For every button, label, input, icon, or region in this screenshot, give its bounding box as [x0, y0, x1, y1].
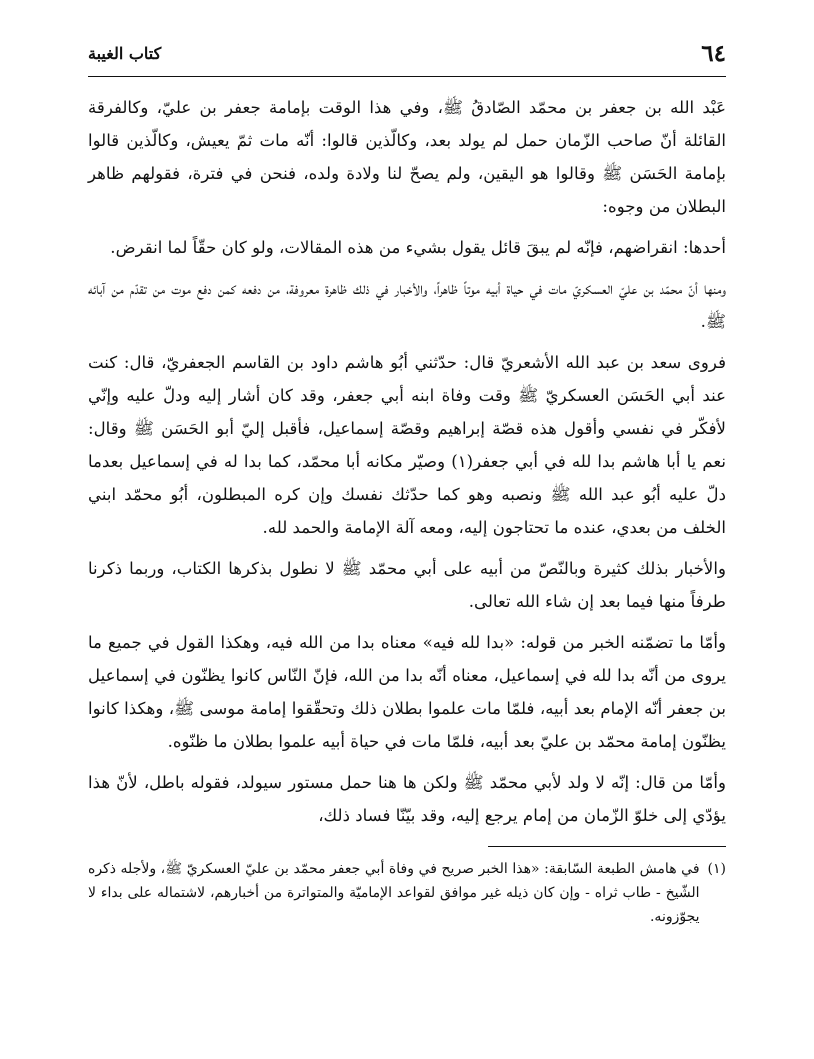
paragraph: والأخبار بذلك كثيرة وبالنّصّ من أبيه على أبي محمّد ﷺ لا نطول بذكرها الكتاب، وربما ذكرنا طرفاً منها فيما بعد إن شاء الله تعالى. — [88, 559, 726, 611]
footnote-divider — [488, 846, 726, 847]
paragraph: وأمّا من قال: إنّه لا ولد لأبي محمّد ﷺ ولكن ها هنا حمل مستور سيولد، فقوله باطل، لأنّ هذا يؤدّي إلى خلوّ الزّمان من إمام يرجع إليه، وقد بيّنّا فساد ذلك، — [88, 773, 726, 825]
page-header — [88, 30, 726, 77]
page-body — [88, 91, 726, 832]
running-title: كتاب الغيبة — [88, 43, 162, 63]
page-number: ٦٤ — [701, 39, 726, 67]
book-page — [88, 30, 726, 1040]
paragraph: فروى سعد بن عبد الله الأشعريّ قال: حدّثني أبُو هاشم داود بن القاسم الجعفريّ، قال: كنت عند أبي الحَسَن العسكريّ ﷺ وقت وفاة ابنه أبي جعفر، وقد كان أشار إليه ودلّ عليه وإنّي لأفكّر في نفسي وأقول هذه قصّة إبراهيم وقصّة إسماعيل، فأقبل إليّ أبو الحَسَن ﷺ وقال: نعم يا أبا هاشم بدا لله في أبي جعفر(١) وصيّر مكانه أبا محمّد، كما بدا له في إسماعيل بعدما دلّ عليه أبُو عبد الله ﷺ ونصبه وهو كما حدّثك نفسك وإن كره المبطلون، أبُو محمّد ابني الخلف من بعدي، عنده ما تحتاجون إليه، ومعه آلة الإمامة والحمد لله. — [88, 353, 726, 537]
paragraph: عَبْد الله بن جعفر بن محمّد الصّادقُ ﷺ، وفي هذا الوقت بإمامة جعفر بن عليّ، وكالفرقة القائلة أنّ صاحب الزّمان حمل لم يولد بعد، وكالّذين قالوا: أنّه مات ثمّ يعيش، وكالّذين قالوا بإمامة الحَسَن ﷺ وقالوا هو اليقين، ولم يصحّ لنا ولادة ولده، فنحن في فترة، فقولهم ظاهر البطلان من وجوه: — [88, 98, 726, 216]
paragraph: ومنها أنّ محمّد بن عليّ العسكريّ مات في حياة أبيه موتاً ظاهراً، والأخبار في ذلك ظاهرة معروفة، من دفعه كمن دفع موت من تقدّم من آبائه ﷺ. — [88, 279, 726, 331]
footnote — [88, 857, 726, 929]
footnote-mark: (١) — [707, 861, 726, 877]
paragraph: وأمّا ما تضمّنه الخبر من قوله: «بدا لله فيه» معناه بدا من الله فيه، وهكذا القول في جميع ما يروى من أنّه بدا لله في إسماعيل، معناه أنّه بدا من الله، فإنّ النّاس كانوا يظنّون في إسماعيل بن جعفر أنّه الإمام بعد أبيه، فلمّا مات علموا بطلان ذلك وتحقّقوا إمامة موسى ﷺ، وهكذا كانوا يظنّون إمامة محمّد بن عليّ بعد أبيه، فلمّا مات في حياة أبيه علموا بطلان ما ظنّوه. — [88, 633, 726, 751]
footnote-text: في هامش الطبعة السّابقة: «هذا الخبر صريح في وفاة أبي جعفر محمّد بن عليّ العسكريّ ﷺ، ولأجله ذكره الشّيخ - طاب ثراه - وإن كان ذيله غير موافق لقواعد الإماميّة والمتواترة من أخبارهم، لاشتماله على بداء لا يجوّزونه. — [88, 861, 700, 925]
paragraph: أحدها: انقراضهم، فإنّه لم يبقَ قائل يقول بشيء من هذه المقالات، ولو كان حقّاً لما انقرض. — [110, 238, 726, 257]
